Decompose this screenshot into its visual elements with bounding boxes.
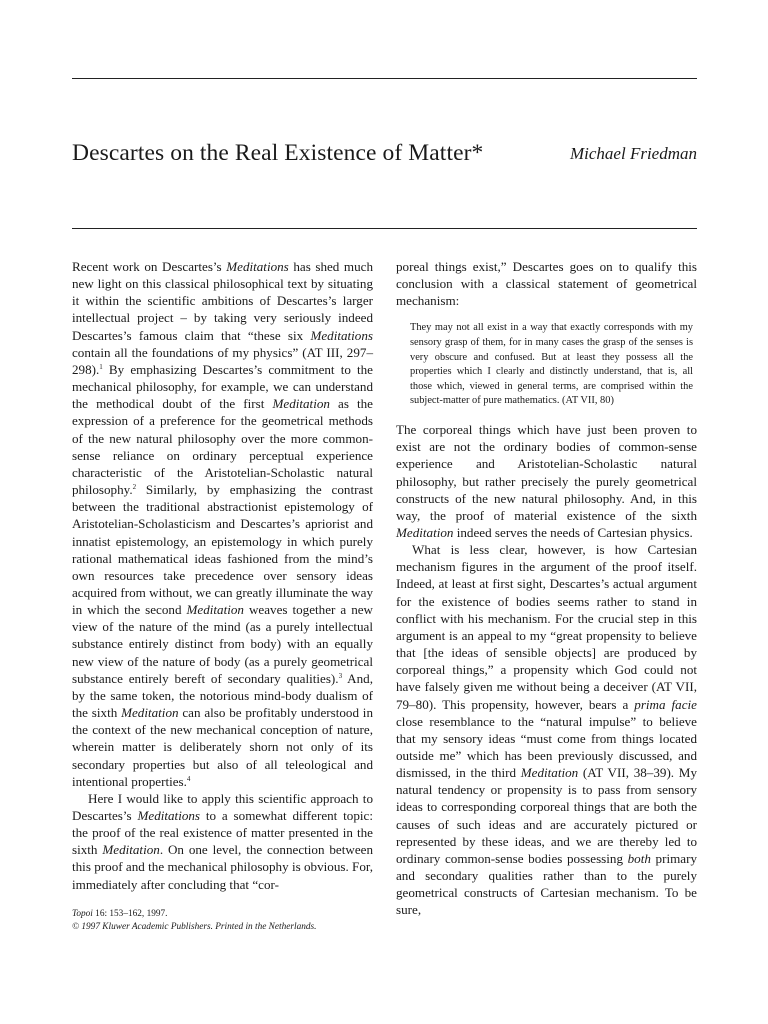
italic-text: Meditation — [520, 765, 579, 781]
italic-text: Meditations — [137, 808, 201, 823]
page-footer — [72, 908, 316, 933]
copyright-text: © 1997 Kluwer Academic Publishers. Printed in the Netherlands. — [72, 921, 317, 932]
footnote-marker: 2 — [132, 483, 137, 492]
footnote-marker: 3 — [338, 671, 343, 680]
header-rule-top — [72, 78, 697, 79]
paragraph: Here I would like to apply this scientific approach to Descartes’s Meditations to a somewhat different topic: the proof of the real existence of matter presented in the sixth Meditation. On one level, the connection between this proof and the mechanical philosophy is obvious. For, immediately after concluding that “cor- — [72, 790, 373, 892]
article-title: Descartes on the Real Existence of Matter* — [72, 140, 484, 166]
body-columns — [72, 258, 697, 919]
right-column — [396, 258, 697, 919]
block-quote: They may not all exist in a way that exactly corresponds with my sensory grasp of them, for in many cases the grasp of the senses is very obscure and confused. But at least they possess all the properties which I clearly and distinctly understand, that is, all those which, viewed in general terms, are comprised within the subject-matter of pure mathematics. (AT VII, 80) — [410, 322, 693, 407]
journal-citation — [72, 908, 316, 921]
italic-text: both — [627, 850, 651, 866]
footnote-marker: 1 — [99, 362, 103, 371]
italic-text: Meditation — [272, 396, 330, 412]
paragraph: What is less clear, however, is how Cartesian mechanism figures in the argument of the proof itself. Indeed, at least at first sight, Descartes’s actual argument for the existence of bodies seems rather to stand in conflict with his mechanism. For the crucial step in this argument is an appeal to my “great propensity to believe that [the ideas of sensible objects] are produced by corporeal things,” a propensity which God could not have falsely given me without being a deceiver (AT VII, 79–80). This propensity, however, bears a prima facie close resemblance to the “natural impulse” to believe that my sensory ideas “must come from things located outside me” which has been previously discussed, and dismissed, in the third Meditation (AT VII, 38–39). My natural tendency or propensity is to pass from sensory ideas to corresponding corporeal things that are both the causes of such ideas and are accurately pictured or represented by these ideas, and we are thereby led to ordinary common-sense bodies possessing both primary and secondary qualities rather than to the purely geometrical constructs of Cartesian mechanism. To be sure, — [396, 542, 697, 918]
citation-details: 16: 153–162, 1997. — [92, 909, 168, 919]
header-rule-bottom — [72, 228, 697, 229]
italic-text: Meditation — [186, 602, 244, 618]
italic-text: Meditation — [102, 842, 160, 858]
italic-text: Meditations — [310, 327, 373, 343]
italic-text: prima facie — [634, 696, 697, 712]
italic-text: Meditation — [396, 524, 454, 540]
paragraph: Recent work on Descartes’s Meditations has shed much new light on this classical philosophical text by situating it within the scientific ambitions of Descartes’s larger intellectual project – by taking very seriously indeed Descartes’s famous claim that “these six Meditations contain all the foundations of my physics” (AT III, 297–298).$^1$ By emphasizing Descartes’s commitment to the mechanical philosophy, for example, we can understand the methodical doubt of the first Meditation as the expression of a preference for the geometrical methods of the new natural philosophy over the more common-sense reliance on ordinary perceptual experience characteristic of the Aristotelian-Scholastic natural philosophy.$^2$ Similarly, by emphasizing the contrast between the traditional abstractionist epistemology of Aristotelian-Scholasticism and Descartes’s apriorist and innatist epistemology, an epistemology in which purely rational mathematical ideas fashioned from the mind’s own resources take precedence over sensory ideas acquired from without, we can greatly illuminate the way in which the second Meditation weaves together a new view of the nature of the mind (as a purely intellectual substance entirely distinct from body) with an equally new view of the nature of body (as a purely geometrical substance entirely bereft of secondary qualities).$^3$ And, by the same token, the notorious mind-body dualism of the sixth Meditation can also be profitably understood in the context of the new mechanical conception of nature, wherein matter is deliberately shorn not only of its secondary properties but also of all teleological and intentional properties.$^4$ — [72, 259, 374, 789]
paragraph: poreal things exist,” Descartes goes on to qualify this conclusion with a classical statement of geometrical mechanism: — [396, 259, 697, 309]
paragraph: The corporeal things which have just been proven to exist are not the ordinary bodies of common-sense experience and Aristotelian-Scholastic natural philosophy, but rather precisely the purely geometrical constructs of the new natural philosophy. And, in this way, the proof of material existence of the sixth Meditation indeed serves the needs of Cartesian physics. — [396, 422, 697, 540]
copyright-notice — [72, 921, 316, 934]
footnote-marker: 4 — [186, 774, 191, 783]
italic-text: Meditation — [121, 705, 179, 721]
article-author: Michael Friedman — [570, 144, 697, 163]
journal-name: Topoi — [72, 909, 93, 919]
left-column — [72, 258, 373, 919]
italic-text: Meditations — [226, 259, 289, 274]
